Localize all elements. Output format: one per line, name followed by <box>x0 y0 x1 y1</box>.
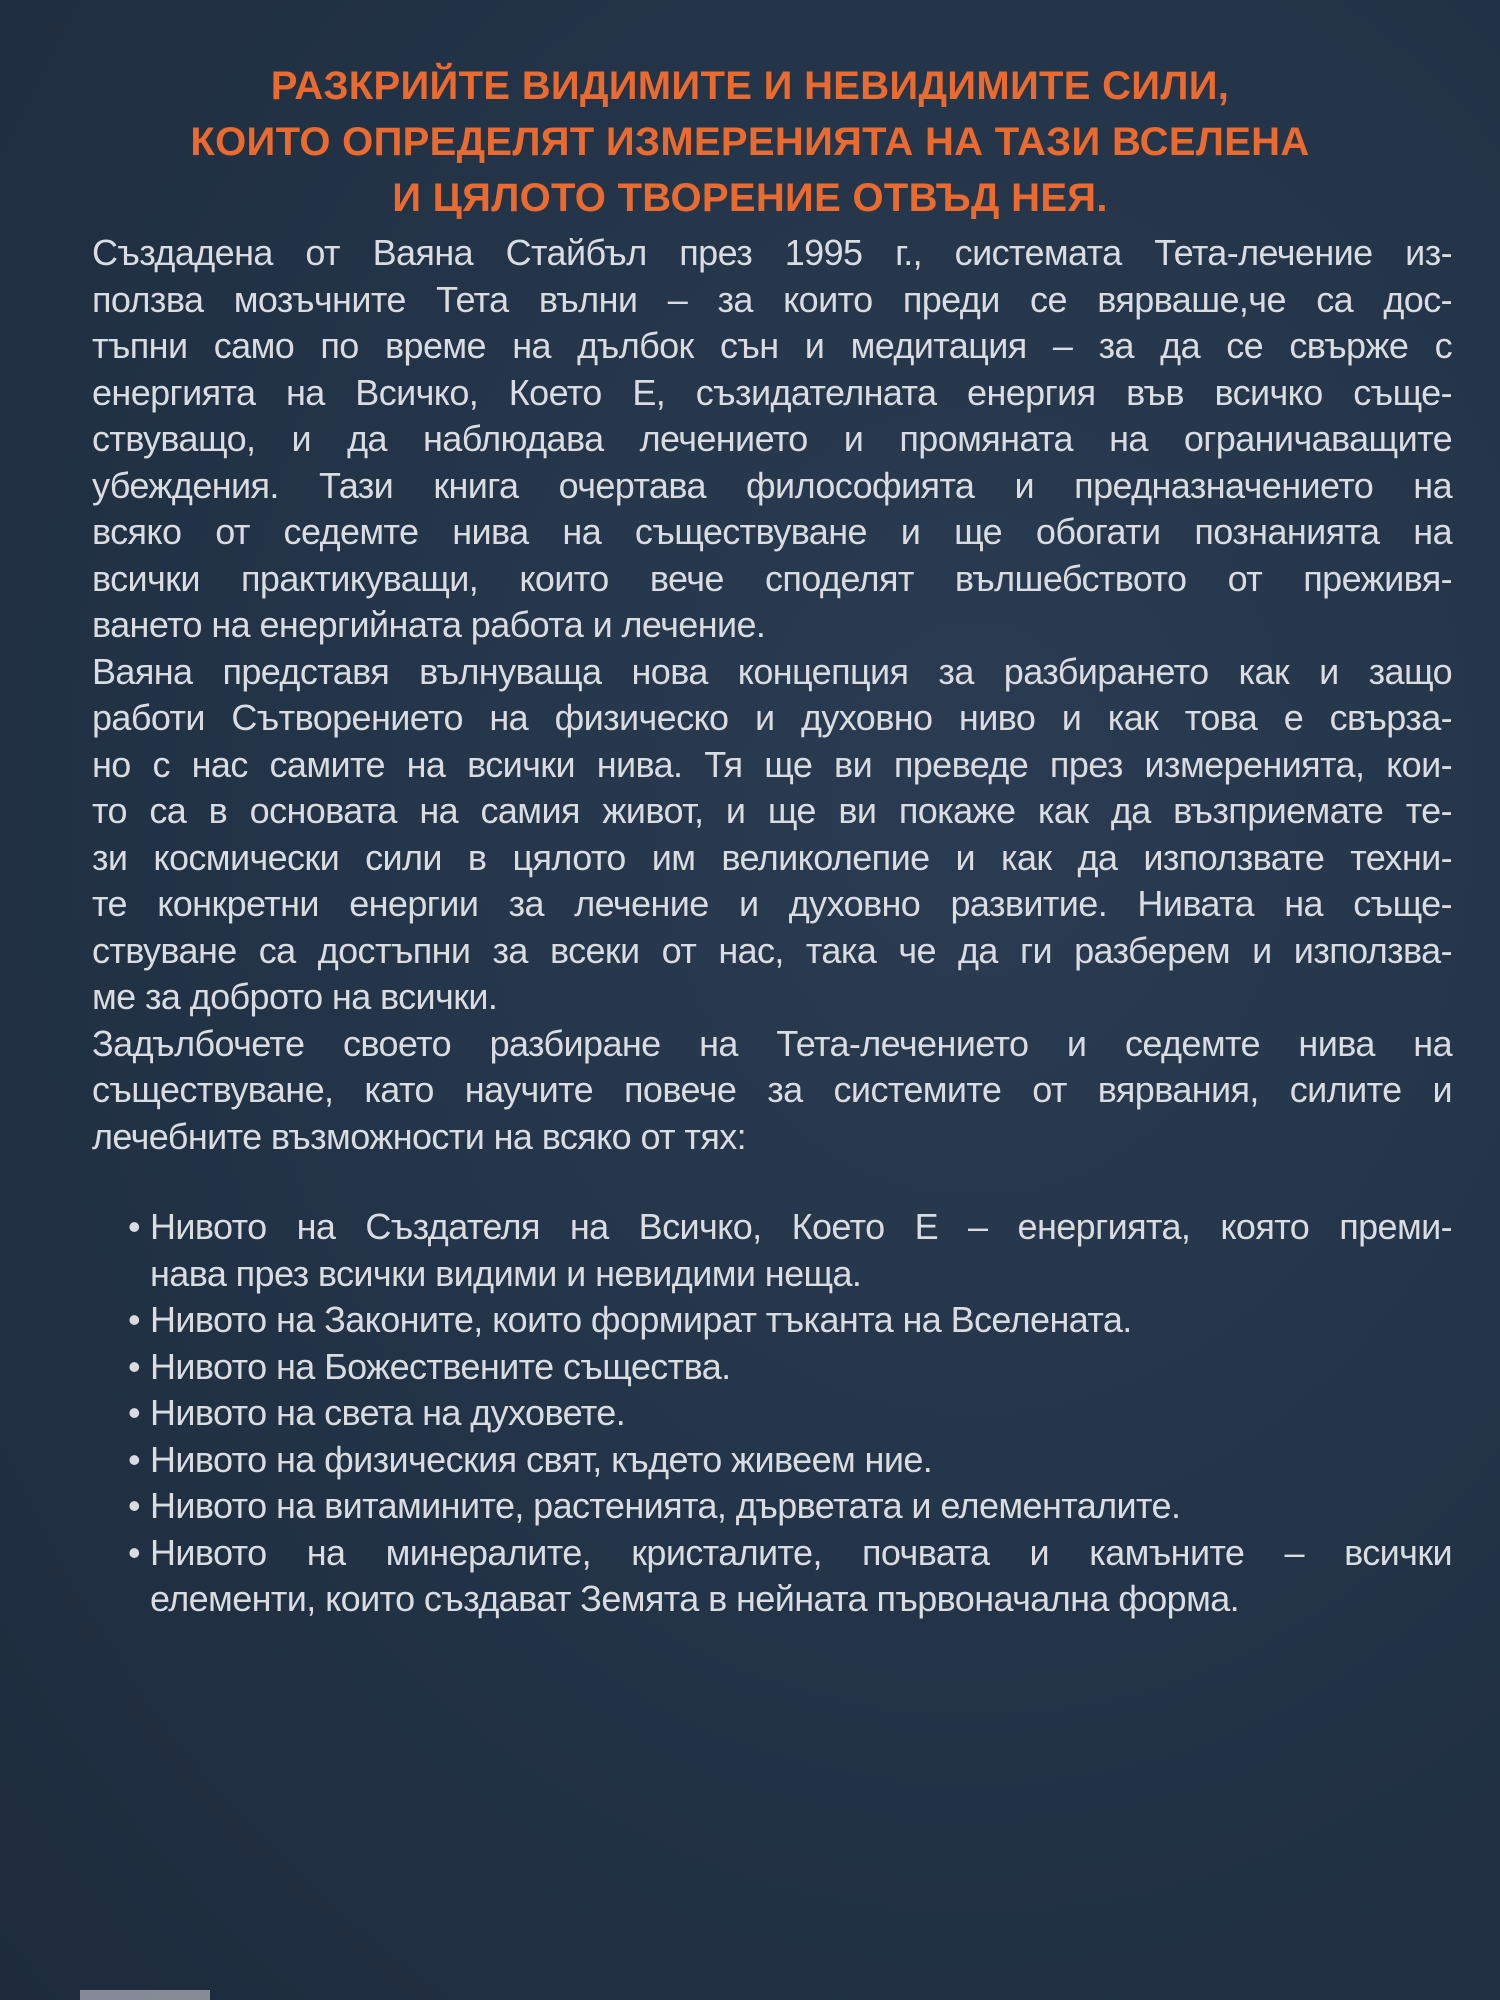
list-item <box>128 1390 1452 1437</box>
text-line: ването на енергийната работа и лечение. <box>92 604 766 645</box>
text-line: Задълбочете своето разбиране на Тета-лечението и седемте нива на <box>92 1022 1452 1064</box>
text-line: ме за доброто на всички. <box>92 976 498 1017</box>
text-line: лечебните възможности на всяко от тях: <box>92 1115 747 1157</box>
text-line: то са в основата на самия живот, и ще ви покаже как да възприемате те- <box>92 790 1452 831</box>
text-line: Нивото на Законите, които формират тъканта на Вселената. <box>150 1299 1132 1340</box>
text-line: Нивото на света на духовете. <box>150 1392 626 1433</box>
bullet-icon: • <box>128 1345 141 1387</box>
text-line: зи космически сили в цялото им великолепие и как да използвате техни- <box>92 836 1452 878</box>
bullet-icon: • <box>128 1485 141 1526</box>
text-line: ползва мозъчните Тета вълни – за които преди се вярваше,че са дос- <box>92 278 1452 320</box>
text-line: Нивото на физическия свят, където живеем ние. <box>150 1438 933 1480</box>
barcode-edge <box>80 1990 210 2000</box>
headline-line-3: И ЦЯЛОТО ТВОРЕНИЕ ОТВЪД НЕЯ. <box>392 176 1108 220</box>
bullet-icon: • <box>128 1392 141 1433</box>
text-line: работи Сътворението на физическо и духовно ниво и как това е свърза- <box>92 697 1452 738</box>
headline <box>120 58 1380 226</box>
text-line: всяко от седемте нива на съществуване и ще обогати познанията на <box>92 511 1452 552</box>
description <box>92 230 1452 1623</box>
text-line: тъпни само по време на дълбок сън и медитация – за да се свърже с <box>92 325 1452 366</box>
text-line: Създадена от Ваяна Стайбъл през 1995 г., системата Тета-лечение из- <box>92 232 1452 273</box>
bullet-icon: • <box>128 1531 141 1573</box>
paragraph-concept <box>92 649 1452 1021</box>
text-line: нава през всички видими и невидими неща. <box>150 1252 862 1294</box>
headline-line-2: КОИТО ОПРЕДЕЛЯТ ИЗМЕРЕНИЯТА НА ТАЗИ ВСЕЛЕНА <box>190 120 1310 164</box>
paragraph-intro <box>92 230 1452 649</box>
bullet-icon: • <box>128 1299 141 1340</box>
text-line: Нивото на витамините, растенията, дърветата и елементалите. <box>150 1485 1181 1526</box>
text-line: Ваяна представя вълнуваща нова концепция за разбирането как и защо <box>92 650 1452 692</box>
bullet-icon: • <box>128 1438 141 1480</box>
text-line: съществуване, като научите повече за системите от вярвания, силите и <box>92 1069 1452 1110</box>
text-line: но с нас самите на всички нива. Тя ще ви преведе през измеренията, кои- <box>92 743 1452 785</box>
headline-line-1: РАЗКРИЙТЕ ВИДИМИТЕ И НЕВИДИМИТЕ СИЛИ, <box>270 64 1230 108</box>
text-line: Нивото на минералите, кристалите, почвата и камъните – всички <box>150 1531 1452 1573</box>
list-item <box>128 1204 1452 1297</box>
text-line: те конкретни енергии за лечение и духовно развитие. Нивата на съще- <box>92 883 1452 924</box>
text-line: елементи, които създават Земята в нейната първоначална форма. <box>150 1578 1240 1619</box>
paragraph-deepen <box>92 1021 1452 1161</box>
text-line: Нивото на Божествените същества. <box>150 1345 731 1387</box>
text-line: убеждения. Тази книга очертава философията и предназначението на <box>92 464 1452 506</box>
list-item <box>128 1437 1452 1484</box>
text-line: Нивото на Създателя на Всичко, Което Е – енергията, която преми- <box>150 1206 1452 1247</box>
list-item <box>128 1483 1452 1530</box>
list-item <box>128 1297 1452 1344</box>
text-line: ствуващо, и да наблюдава лечението и промяната на ограничаващите <box>92 418 1452 459</box>
text-line: всички практикуващи, които вече споделят вълшебството от преживя- <box>92 557 1452 599</box>
list-item <box>128 1530 1452 1623</box>
bullet-icon: • <box>128 1206 141 1247</box>
list-item <box>128 1344 1452 1391</box>
levels-list <box>92 1204 1452 1623</box>
text-line: ствуване са достъпни за всеки от нас, така че да ги разберем и използва- <box>92 929 1452 971</box>
text-line: енергията на Всичко, Което Е, съзидателната енергия във всичко съще- <box>92 371 1452 413</box>
